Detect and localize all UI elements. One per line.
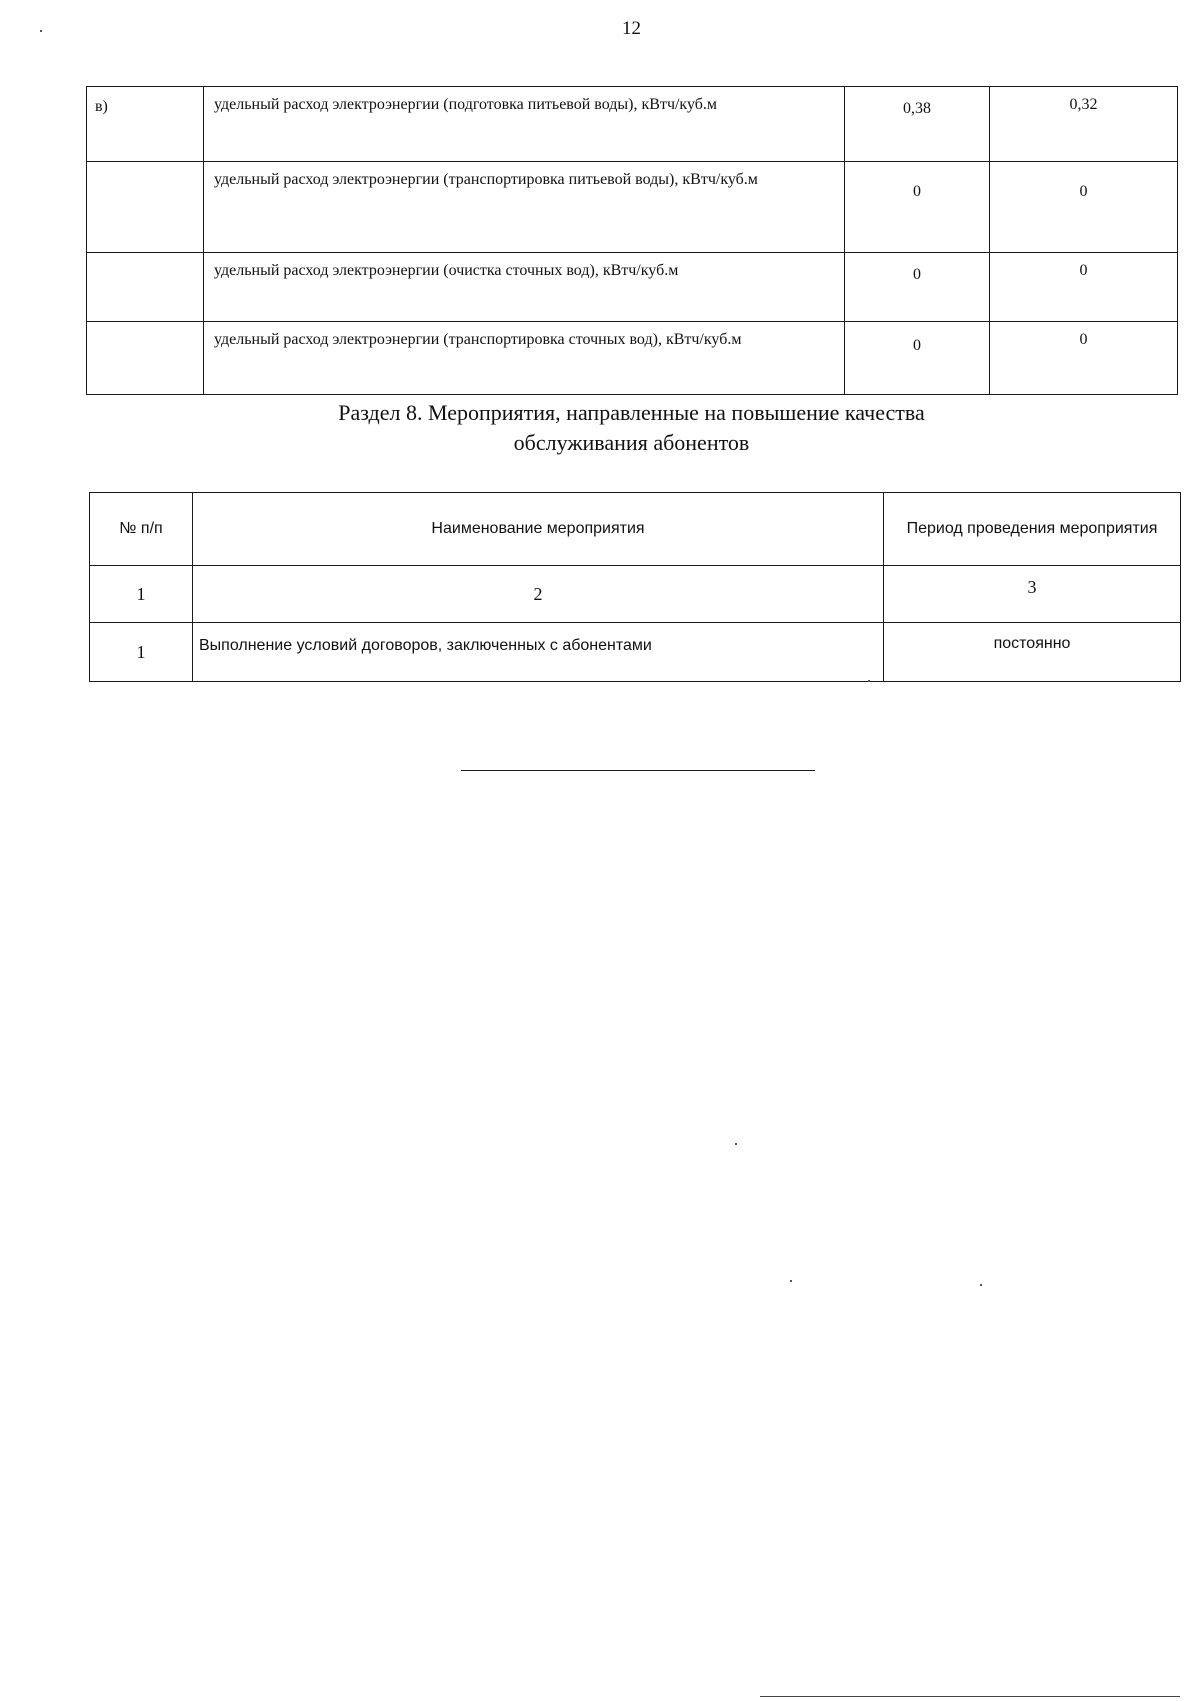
indicator-value-1: 0: [845, 162, 990, 253]
indicator-value-1: 0: [845, 322, 990, 395]
section-title-line-2: обслуживания абонентов: [513, 430, 750, 455]
page-number: 12: [622, 18, 641, 39]
indicator-name: удельный расход электроэнергии (транспортировка сточных вод), кВтч/куб.м: [204, 322, 845, 395]
scan-speck: [980, 1284, 982, 1286]
indicator-value-2: 0,32: [990, 87, 1178, 162]
indicator-value-2: 0: [990, 162, 1178, 253]
indicator-value-2: 0: [990, 322, 1178, 395]
scan-speck: [790, 1280, 792, 1282]
indicator-value-1: 0: [845, 253, 990, 322]
table-row: [87, 253, 1178, 322]
row-number: в): [87, 87, 204, 162]
table-row: [87, 162, 1178, 253]
indicator-value-1: 0,38: [845, 87, 990, 162]
table-row: [87, 322, 1178, 395]
column-number: 2: [193, 566, 884, 623]
column-number-row: [90, 566, 1181, 623]
energy-consumption-table: [86, 86, 1178, 395]
measure-period: постоянно: [884, 623, 1181, 682]
measures-table: [89, 492, 1181, 682]
header-period: Период проведения мероприятия: [884, 493, 1181, 566]
table-header-row: [90, 493, 1181, 566]
section-title: [0, 398, 1200, 458]
scan-edge-line: [760, 1696, 1180, 1697]
column-number: 1: [90, 566, 193, 623]
header-number: № п/п: [90, 493, 193, 566]
scan-speck: [40, 30, 42, 32]
scan-speck: [735, 1143, 737, 1145]
row-number: [87, 322, 204, 395]
indicator-name: удельный расход электроэнергии (транспортировка питьевой воды), кВтч/куб.м: [204, 162, 845, 253]
section-title-line-1: Раздел 8. Мероприятия, направленные на повышение качества: [338, 400, 925, 425]
scan-speck: [868, 680, 870, 682]
row-number: [87, 253, 204, 322]
indicator-value-2: 0: [990, 253, 1178, 322]
row-number: [87, 162, 204, 253]
header-measure-name: Наименование мероприятия: [193, 493, 884, 566]
indicator-name: удельный расход электроэнергии (подготовка питьевой воды), кВтч/куб.м: [204, 87, 845, 162]
indicator-name: удельный расход электроэнергии (очистка сточных вод), кВтч/куб.м: [204, 253, 845, 322]
measure-name: Выполнение условий договоров, заключенных с абонентами: [193, 623, 884, 682]
table-row: [90, 623, 1181, 682]
measure-number: 1: [90, 623, 193, 682]
table-row: [87, 87, 1178, 162]
column-number: 3: [884, 566, 1181, 623]
end-separator-line: [461, 770, 815, 771]
